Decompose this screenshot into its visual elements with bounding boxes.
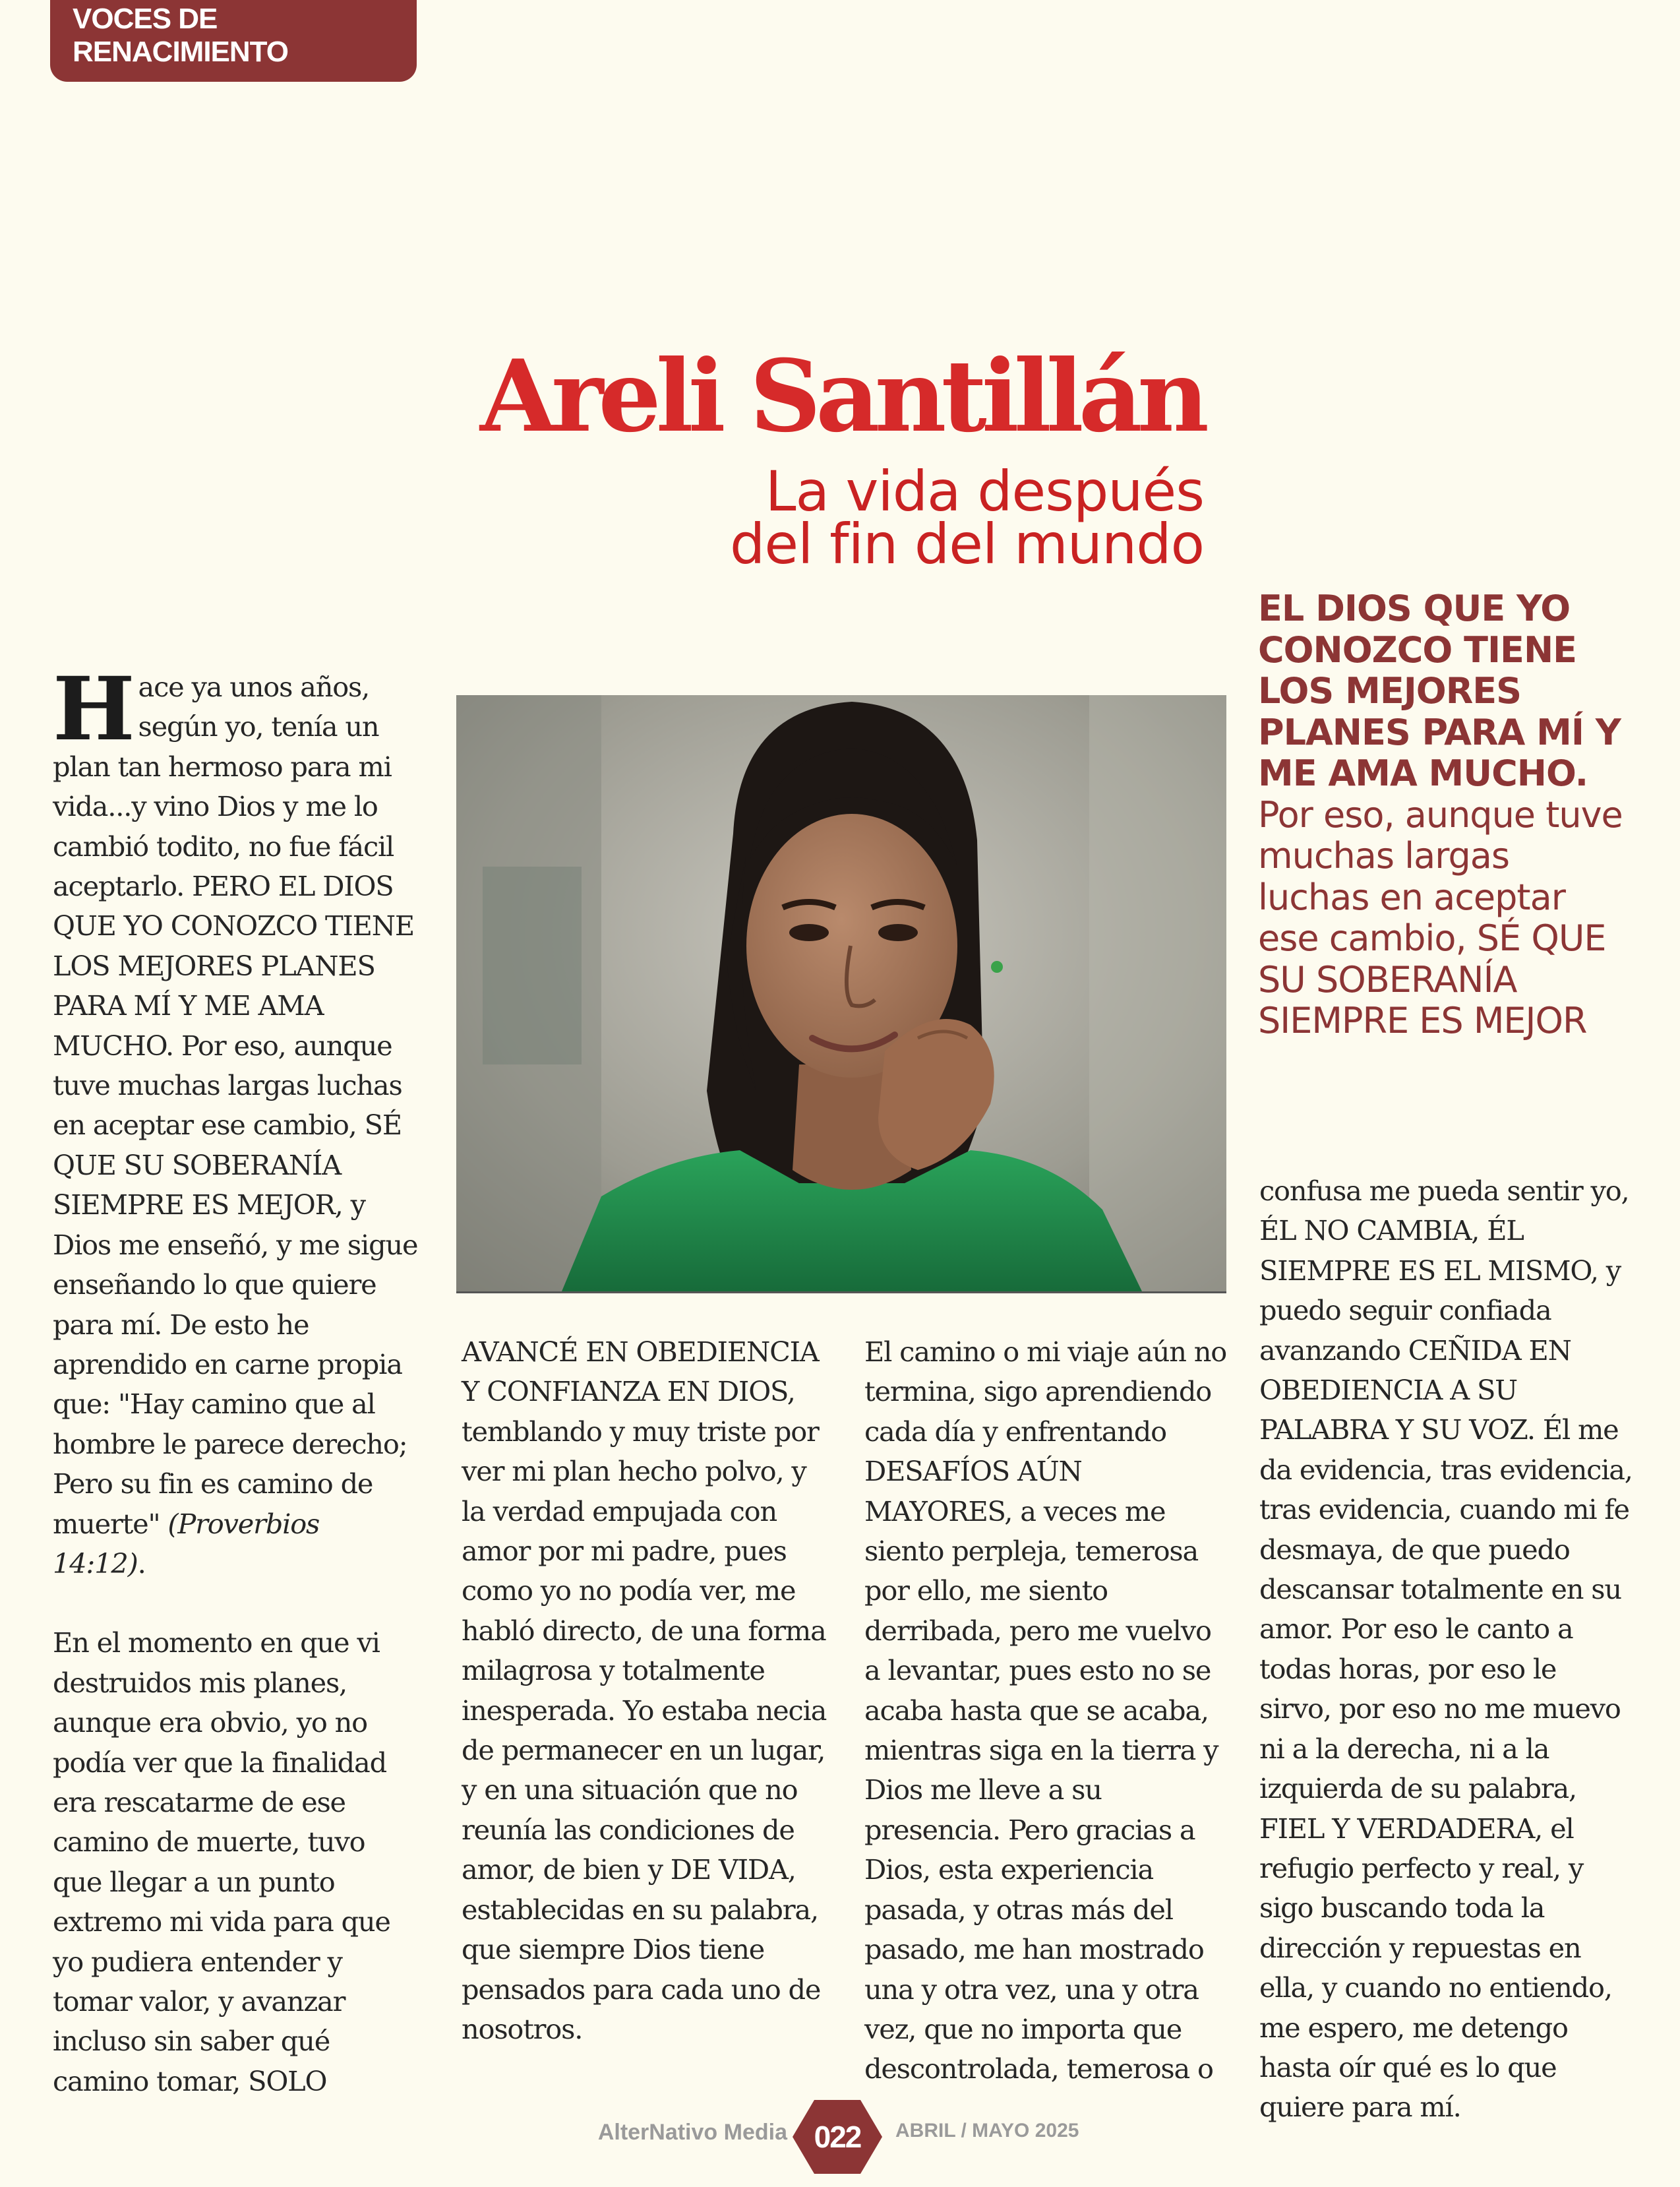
bible-reference: (Proverbios 14:12) (53, 1507, 320, 1580)
paragraph: confusa me pueda sentir yo, ÉL NO CAMBIA, ÉL SIEMPRE ES EL MISMO, y puedo seguir confiada avanzando CEÑIDA EN OBEDIENCIA A SU PALABRA Y SU VOZ. Él me da evidencia, tras evidencia, tras evidencia, cuando mi fe desmaya, de que puedo descansar totalmente en su amor. Por eso le canto a todas horas, por eso le sirvo, por eso no me muevo ni a la derecha, ni a la izquierda de su palabra, FIEL Y VERDADERA, el refugio perfecto y real, y sigo buscando toda la dirección y repuestas en ella, y cuando no entiendo, me espero, me detengo hasta oír qué es lo que quiere para mí. (1259, 1175, 1633, 2124)
page-number-badge (791, 2097, 884, 2176)
section-tab (50, 0, 417, 82)
paragraph: AVANCÉ EN OBEDIENCIA Y CONFIANZA EN DIOS, temblando y muy triste por ver mi plan hecho polvo, y la verdad empujada con amor por mi padre, pues como yo no podía ver, me habló directo, de una forma milagrosa y totalmente inesperada. Yo estaba necia de permanecer en un lugar, y en una situación que no reunía las condiciones de amor, de bien y DE VIDA, establecidas en su palabra, que siempre Dios tiene pensados para cada uno de nosotros. (462, 1336, 827, 2045)
article-column-2 (462, 1332, 831, 2049)
subtitle-line-2: del fin del mundo (730, 511, 1204, 576)
paragraph-end: . (137, 1547, 146, 1580)
publisher-name: AlterNativo Media (597, 2120, 787, 2145)
article-subtitle (730, 459, 1204, 576)
pull-quote-body: Por eso, aunque tuve muchas largas luchas en aceptar ese cambio, SÉ QUE SU SOBERANÍA SIEMPRE ES MEJOR (1258, 793, 1623, 1041)
drop-cap: H (53, 658, 135, 760)
paragraph: En el momento en que vi destruidos mis planes, aunque era obvio, yo no podía ver que la finalidad era rescatarme de ese camino de muerte, tuvo que llegar a un punto extremo mi vida para que yo pudiera entender y tomar valor, y avanzar incluso sin saber qué camino tomar, SOLO (53, 1626, 390, 2097)
article-title: Areli Santillán (479, 338, 1204, 454)
page-number: 022 (814, 2120, 861, 2154)
article-column-1 (53, 658, 419, 2101)
issue-date: ABRIL / MAYO 2025 (895, 2120, 1079, 2141)
pull-quote-lead: EL DIOS QUE YO CONOZCO TIENE LOS MEJORES PLANES PARA MÍ Y ME AMA MUCHO. (1258, 588, 1621, 794)
article-column-4 (1259, 1171, 1635, 2128)
portrait-illustration (456, 695, 1226, 1291)
paragraph: El camino o mi viaje aún no termina, sigo aprendiendo cada día y enfrentando DESAFÍOS AÚN MAYORES, a veces me siento perpleja, temerosa por ello, me siento derribada, pero me vuelvo a levantar, pues esto no se acaba hasta que se acaba, mientras siga en la tierra y Dios me lleve a su presencia. Pero gracias a Dios, esta experiencia pasada, y otras más del pasado, me han mostrado una y otra vez, una y otra vez, que no importa que descontrolada, temerosa o (864, 1336, 1227, 2085)
portrait-photo (456, 695, 1226, 1293)
paragraph-text: ace ya unos años, según yo, tenía un plan tan hermoso para mi vida...y vino Dios y me lo cambió todito, no fue fácil aceptarlo. PERO EL DIOS QUE YO CONOZCO TIENE LOS MEJORES PLANES PARA MÍ Y ME AMA MUCHO. Por eso, aunque tuve muchas largas luchas en aceptar ese cambio, SÉ QUE SU SOBERANÍA SIEMPRE ES MEJOR, y Dios me enseñó, y me sigue enseñando lo que quiere para mí. De esto he aprendido en carne propia que: "Hay camino que al hombre le parece derecho; Pero su fin es camino de muerte" (53, 671, 418, 1540)
page-footer (0, 2097, 1680, 2170)
subtitle-line-1: La vida después (765, 459, 1204, 524)
pull-quote (1258, 588, 1627, 1042)
section-label: VOCES DE RENACIMIENTO (73, 3, 288, 68)
article-column-3 (864, 1332, 1234, 2089)
paragraph (53, 658, 419, 1584)
